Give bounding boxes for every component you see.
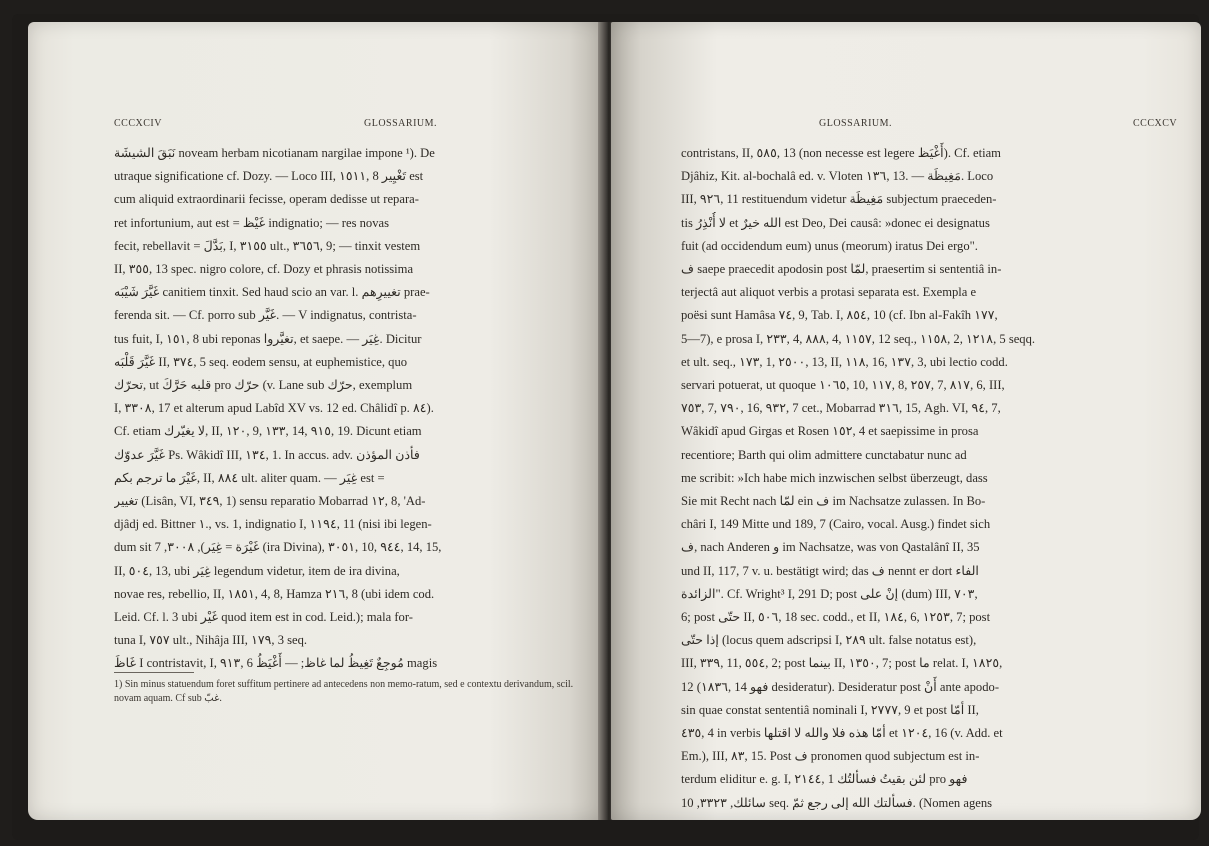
text-line: recentiore; Barth qui olim admittere cunctabatur nunc ad bbox=[681, 447, 967, 462]
text-line: Em.), III, ٨٣, 15. Post ف pronomen quod subjectum est in- bbox=[681, 749, 980, 764]
text-line: me scribit: »Ich habe mich inzwischen selbst überzeugt, dass bbox=[681, 470, 988, 485]
text-line: terdum eliditur e. g. I, ٢١٤٤, 1 لئن بقيتُ فسألتُك pro فهو bbox=[681, 772, 968, 787]
footnote-line: ratum, sed e contextu derivandum, scil. novam aquam. Cf sub غبّ. bbox=[114, 679, 574, 704]
right-running-title: GLOSSARIUM. bbox=[819, 118, 893, 129]
text-line: tis لا أُنْذِرُ et الله خيرٌ est Deo, Dei causâ: »donec ei designatus bbox=[681, 215, 990, 230]
text-line: Sie mit Recht nach لمّا ein ف im Nachsatze zulassen. In Bo- bbox=[681, 494, 986, 509]
text-line: sin quae constat sententiâ nominali I, ٢٧٧٧, 9 et post أمّا II, bbox=[681, 702, 979, 717]
footnote-line: 1) Sin minus statuendum foret suffitum pertinere ad antecedens non memo- bbox=[114, 679, 416, 690]
text-line: غَيَّرَ عدوّك Ps. Wâkidî III, ١٣٤, 1. In accus. adv. فأذن المؤذن bbox=[114, 447, 420, 462]
text-line: 5—7), e prosa I, ٢٣٣, 4, ٨٨٨, 4, ١١٥٧, 12 seq., ١١٥٨, 2, ١٢١٨, 5 seqq. bbox=[681, 331, 1036, 346]
text-line: Cf. etiam لا يغيّرك, II, ١٢٠, 9, ١٣٣, 14, ٩١٥, 19. Dicunt etiam bbox=[114, 424, 422, 439]
text-line: châri I, 149 Mitte und 189, 7 (Cairo, vocal. Ausg.) findet sich bbox=[681, 517, 991, 532]
right-page bbox=[611, 22, 1201, 820]
text-line: novae res, rebellio, II, ١٨٥١, 4, 8, Hamza ٢١٦, 8 (ubi idem cod. bbox=[114, 586, 435, 601]
text-line: contristans, II, ٥٨٥, 13 (non necesse est legere أَغْيَظ). Cf. etiam bbox=[681, 146, 1001, 160]
text-line: poësi sunt Hamâsa ٧٤, 9, Tab. I, ٨٥٤, 10 (cf. Ibn al-Fakîh ١٧٧, bbox=[681, 308, 998, 323]
text-line: Djâhiz, Kit. al-bochalâ ed. v. Vloten ١٣٦, 13. — مَغِيظَة. Loco bbox=[681, 169, 994, 184]
text-line: 12 (١٨٣٦, 14 فهو desideratur). Desideratur post أَنْ ante apodo- bbox=[681, 679, 1000, 694]
text-line: III, ٣٣٩, 11, ٥٥٤, 2; post بينما II, ١٣٥٠, 7; post ما relat. I, ١٨٢٥, bbox=[681, 656, 1003, 671]
text-line: الزائدة". Cf. Wright³ I, 291 D; post إنْ على (dum) III, ٧٠٣, bbox=[681, 586, 978, 601]
text-line: ف saepe praecedit apodosin post لمّا, praesertim si sententiâ in- bbox=[681, 262, 1002, 277]
right-body-text bbox=[681, 142, 1161, 815]
text-line: I, ٣٣٠٨, 17 et alterum apud Labîd XV vs. 12 ed. Châlidî p. ٨٤). bbox=[114, 401, 434, 416]
text-line: غَيْرَ ما ترجم بكم, II, ٨٨٤ ult. aliter quam. — غِيَر est = bbox=[114, 470, 385, 485]
text-line: tuna I, ٧٥٧ ult., Nihâja III, ١٧٩, 3 seq. bbox=[114, 633, 308, 648]
text-line: ف, nach Anderen و im Nachsatze, was von Qastalânî II, 35 bbox=[681, 540, 980, 555]
text-line: utraque significatione cf. Dozy. — Loco III, ١٥١١, 8 تَغْيِير est bbox=[114, 169, 424, 184]
text-line: إذا حتّى (locus quem adscripsi I, ٢٨٩ ult. false notatus est), bbox=[681, 633, 977, 648]
text-line: غَيَّرَ قَلْبَه II, ٣٧٤, 5 seq. eodem sensu, at euphemistice, quo bbox=[114, 354, 408, 369]
text-line: und II, 117, 7 v. u. bestätigt wird; das ف nennt er dort الفاء bbox=[681, 563, 979, 578]
left-page-number: CCCXCIV bbox=[114, 118, 162, 129]
text-line: غَاظَ I contristavit, I, ٩١٣, 6 مُوجِعٌ تَغِيظُ لما غاظ; — أَغْيَظُ magis bbox=[114, 656, 438, 671]
text-line: Leid. Cf. l. 3 ubi غَيْر quod item est in cod. Leid.); mala for- bbox=[114, 610, 413, 625]
text-line: fuit (ad occidendum eum) unus (meorum) iratus Dei ergo". bbox=[681, 238, 978, 253]
left-footnote bbox=[114, 678, 584, 706]
text-line: III, ٩٢٦, 11 restituendum videtur مَغِيظَة subjectum praeceden- bbox=[681, 192, 997, 207]
left-page bbox=[28, 22, 604, 820]
text-line: نَبَقَ الشيشَة noveam herbam nicotianam nargilae impone ¹). De bbox=[114, 146, 435, 160]
left-running-title: GLOSSARIUM. bbox=[364, 118, 438, 129]
left-body-text bbox=[114, 142, 584, 676]
text-line: سائلك, ٣٣٢٣, 10 seq. فسألتك الله إلى رجع ثمّ. (Nomen agens bbox=[681, 795, 993, 810]
text-line: servari potuerat, ut quoque ١٠٦٥, 10, ١١٧, 8, ٢٥٧, 7, ٨١٧, 6, III, bbox=[681, 378, 1005, 393]
text-line: fecit, rebellavit = بَدَّلَ, I, ٣١٥٥ ult., ٣٦٥٦, 9; — tinxit vestem bbox=[114, 238, 421, 253]
text-line: II, ٥٠٤, 13, ubi غِيَر legendum videtur, item de ira divina, bbox=[114, 563, 400, 578]
text-line: II, ٣٥٥, 13 spec. nigro colore, cf. Dozy et phrasis notissima bbox=[114, 262, 414, 277]
text-line: terjectâ aut aliquot verbis a protasi separata est. Exempla e bbox=[681, 285, 977, 300]
text-line: et ult. seq., ١٧٣, 1, ٢٥٠٠, 13, II, ١١٨, 16, ١٣٧, 3, ubi lectio codd. bbox=[681, 354, 1008, 369]
text-line: تحرّك, ut قلبه حَرَّكَ pro حرّك (v. Lane sub حرّك, exemplum bbox=[114, 378, 413, 393]
text-line: djâdj ed. Bittner ١., vs. 1, indignatio I, ١١٩٤, 11 (nisi ibi legen- bbox=[114, 517, 432, 532]
text-line: dum sit غَيْرَة = غِيَر), ٣٠٠٨, 7 (ira Divina), ٣٠٥١, 10, ٩٤٤, 14, 15, bbox=[114, 540, 442, 555]
text-line: ferenda sit. — Cf. porro sub غَيَّر. — V indignatus, contrista- bbox=[114, 308, 417, 323]
right-page-number: CCCXCV bbox=[1133, 118, 1178, 129]
text-line: غَيَّرَ شَيْبَه canitiem tinxit. Sed haud scio an var. l. تغييرِهم prae- bbox=[114, 285, 430, 300]
text-line: 6; post حتّى II, ٥٠٦, 18 sec. codd., et II, ١٨٤, 6, ١٢٥٣, 7; post bbox=[681, 610, 991, 625]
text-line: تغيير (Lisân, VI, ٣٤٩, 1) sensu reparatio Mobarrad ١٢, 8, 'Ad- bbox=[114, 494, 426, 509]
text-line: tus fuit, I, ١٥١, 8 ubi reponas تغيَّروا, et saepe. — غِيَر. Dicitur bbox=[114, 331, 422, 346]
text-line: Wâkidî apud Girgas et Rosen ١٥٢, 4 et saepissime in prosa bbox=[681, 424, 979, 439]
footnote-rule bbox=[114, 672, 194, 673]
text-line: ٧٥٣, 7, ٧٩٠, 16, ٩٣٢, 7 cet., Mobarrad ٣١٦, 15, Agh. VI, ٩٤, 7, bbox=[681, 401, 1001, 416]
text-line: ret infortunium, aut est = غَيْظ indignatio; — res novas bbox=[114, 215, 389, 230]
text-line: cum aliquid extraordinarii fecisse, operam dedisse ut repara- bbox=[114, 192, 419, 207]
text-line: ٤٣٥, 4 in verbis أمّا هذه فلا والله لا اقتلها et ١٢٠٤, 16 (v. Add. et bbox=[681, 726, 1003, 741]
